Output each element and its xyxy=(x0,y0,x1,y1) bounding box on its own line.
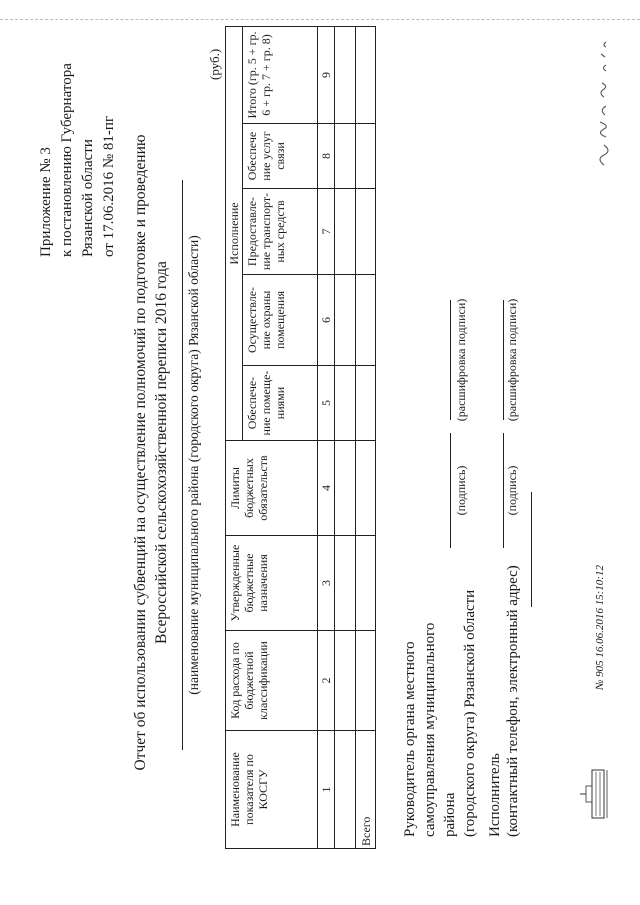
executor-contacts: (контактный телефон, электронный адрес) xyxy=(505,565,521,837)
head-decode-caption: (расшифровка подписи) xyxy=(454,298,468,422)
executor-signature-line xyxy=(503,433,504,548)
head-signature-caption: (подпись) xyxy=(454,465,468,516)
table-cell xyxy=(335,731,356,849)
table-cell xyxy=(356,189,376,275)
handwritten-mark xyxy=(586,15,616,175)
report-title-line2: Всероссийской сельскохозяйственной переписи 2016 года xyxy=(153,261,170,644)
header-budget-code: Код расхода по бюджетной классификации xyxy=(226,631,318,731)
executor-label: Исполнитель xyxy=(487,753,503,837)
report-title-line1: Отчет об использовании субвенций на осуществление полномочий по подготовке и проведению xyxy=(132,134,149,771)
table-cell xyxy=(335,441,356,536)
column-number: 1 xyxy=(318,731,335,849)
appendix-number: Приложение № 3 xyxy=(38,147,54,257)
report-table xyxy=(225,26,376,849)
column-number: 4 xyxy=(318,441,335,536)
executor-decode-line xyxy=(503,300,504,420)
currency-unit: (руб.) xyxy=(207,48,222,80)
column-number: 6 xyxy=(318,275,335,366)
header-premises: Обеспече-ние помеще-ниями xyxy=(243,366,318,441)
table-cell xyxy=(356,26,376,123)
table-cell xyxy=(356,441,376,536)
report-title xyxy=(130,40,172,865)
head-line3: (городского округа) Рязанской области xyxy=(462,589,478,837)
head-line2: самоуправления муниципального района xyxy=(422,622,458,837)
column-number: 3 xyxy=(318,536,335,631)
header-kosgu: Наименование показателя по КОСГУ xyxy=(226,731,318,849)
header-execution: Исполнение xyxy=(226,26,243,440)
column-number: 7 xyxy=(318,189,335,275)
table-cell xyxy=(356,631,376,731)
table-cell xyxy=(356,536,376,631)
head-decode-line xyxy=(450,300,451,420)
appendix-date: от 17.06.2016 № 81-пг xyxy=(101,115,117,257)
appendix-region: Рязанской области xyxy=(80,139,96,257)
table-row xyxy=(335,26,356,848)
total-row xyxy=(356,26,376,848)
table-cell xyxy=(335,189,356,275)
total-label: Всего xyxy=(356,731,376,849)
table-cell xyxy=(335,26,356,123)
table-cell xyxy=(356,275,376,366)
header-security: Осуществле-ние охраны помещения xyxy=(243,275,318,366)
header-approved-assignments: Утвержденные бюджетные назначения xyxy=(226,536,318,631)
head-line1: Руководитель органа местного xyxy=(402,641,418,837)
header-row-1 xyxy=(226,26,243,848)
municipality-name-caption: (наименование муниципального района (городского округа) Рязанской области) xyxy=(186,235,201,695)
column-number: 2 xyxy=(318,631,335,731)
registration-footer: № 905 16.06.2016 15:10:12 xyxy=(594,565,606,690)
appendix-block xyxy=(36,27,120,257)
table-cell xyxy=(335,366,356,441)
table-cell xyxy=(335,124,356,189)
table-cell xyxy=(335,631,356,731)
registry-stamp-icon xyxy=(578,766,610,822)
table-cell xyxy=(356,366,376,441)
header-transport: Предоставле-ние транспорт-ных средств xyxy=(243,189,318,275)
table-cell xyxy=(335,536,356,631)
column-number: 8 xyxy=(318,124,335,189)
municipality-name-line xyxy=(182,180,183,750)
executor-decode-caption: (расшифровка подписи) xyxy=(505,298,519,422)
table-cell xyxy=(356,124,376,189)
executor-signature-caption: (подпись) xyxy=(505,465,519,516)
column-number: 5 xyxy=(318,366,335,441)
header-obligation-limits: Лимиты бюджетных обязательств xyxy=(226,441,318,536)
page-edge xyxy=(0,16,640,20)
executor-block xyxy=(486,557,522,837)
executor-contact-line xyxy=(531,492,532,607)
header-communication: Обеспече ние услуг связи xyxy=(243,124,318,189)
head-signatory xyxy=(400,577,480,837)
column-number-row xyxy=(318,26,335,848)
column-number: 9 xyxy=(318,26,335,123)
table-cell xyxy=(335,275,356,366)
head-signature-line xyxy=(450,433,451,548)
header-total: Итого (гр. 5 + гр. 6 + гр. 7 + гр. 8) xyxy=(243,26,318,123)
appendix-decree: к постановлению Губернатора xyxy=(59,63,75,257)
